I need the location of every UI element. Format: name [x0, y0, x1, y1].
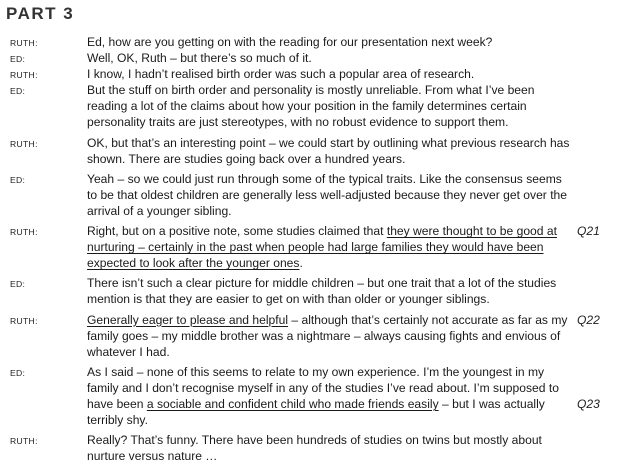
dialogue-segment: Really? That’s funny. There have been hundreds of studies on twins but mostly about nurture versus nature …: [87, 433, 542, 464]
dialogue-text: [87, 172, 567, 218]
speaker-label: RUTH:: [10, 436, 38, 447]
answer-underline: a sociable and confident child who made friends easily: [146, 396, 439, 411]
dialogue-segment: But the stuff on birth order and personality is mostly unreliable. From what I’ve been reading a lot of the claims about how your position in the family determines certain personality traits are just stereotypes, with no robust evidence to support them.: [87, 83, 535, 130]
speaker-label: ED:: [10, 367, 26, 378]
dialogue-text: [87, 83, 534, 129]
transcript-line: [0, 275, 624, 307]
speaker-label: RUTH:: [10, 227, 38, 238]
transcript-line: [0, 223, 624, 271]
dialogue-text: [87, 224, 557, 270]
speaker-label: RUTH:: [10, 38, 38, 48]
speaker-label: ED:: [10, 54, 26, 65]
dialogue-segment: Ed, how are you getting on with the reading for our presentation next week?: [87, 35, 493, 49]
dialogue-text: [87, 365, 559, 427]
transcript-line: [0, 432, 624, 464]
dialogue-text: [87, 313, 567, 359]
dialogue-segment: As I said – none of this seems to relate to my own experience. I’m the youngest in my family and I don’t recognise myself in any of the studies I’ve read about. I’m supposed to have been: [87, 364, 559, 411]
transcript-line: [0, 50, 624, 66]
transcript-line: [0, 364, 624, 428]
speaker-label: RUTH:: [10, 315, 38, 326]
dialogue-segment: OK, but that’s an interesting point – we could start by outlining what previous research has shown. There are studies going back over a hundred years.: [87, 135, 570, 166]
transcript-line: [0, 82, 624, 130]
transcript-line: [0, 171, 624, 219]
dialogue-segment: .: [299, 256, 303, 271]
dialogue-text: [87, 433, 542, 463]
dialogue-segment: Well, OK, Ruth – but there’s so much of it.: [87, 51, 312, 66]
speaker-label: ED:: [10, 279, 26, 290]
question-number: Q22: [577, 312, 600, 327]
page-title: PART 3: [6, 4, 75, 23]
speaker-label: RUTH:: [10, 70, 38, 81]
dialogue-segment: Yeah – so we could just run through some of the typical traits. Like the consensus seems to be that oldest children are generally less well-adjusted because they never get over the arrival of a younger sibling.: [87, 171, 568, 218]
dialogue-text: [87, 35, 492, 49]
question-number: Q23: [577, 396, 600, 411]
answer-underline: they were thought to be good at nurturing – certainly in the past when people had large families they would have been expected to look after the younger ones: [87, 224, 557, 271]
answer-underline: Generally eager to please and helpful: [87, 312, 289, 327]
dialogue-segment: – but I was actually terribly shy.: [87, 396, 545, 428]
question-number: Q21: [577, 224, 600, 239]
speaker-label: ED:: [10, 86, 26, 97]
transcript-line: [0, 312, 624, 360]
dialogue-segment: Right, but on a positive note, some studies claimed that: [87, 224, 387, 239]
transcript: [0, 34, 624, 464]
dialogue-segment: – although that’s certainly not accurate as far as my family goes – my middle brother was a nightmare – always causing fights and envious of whatever I had.: [87, 312, 568, 359]
dialogue-text: [87, 276, 556, 306]
dialogue-segment: There isn’t such a clear picture for middle children – but one trait that a lot of the studies mention is that they are easier to get on with than older or younger siblings.: [87, 276, 557, 307]
dialogue-segment: I know, I hadn’t realised birth order was such a popular area of research.: [87, 67, 475, 82]
speaker-label: RUTH:: [10, 138, 38, 149]
dialogue-text: [87, 51, 312, 65]
dialogue-text: [87, 67, 474, 81]
transcript-line: [0, 135, 624, 167]
transcript-line: [0, 66, 624, 82]
dialogue-text: [87, 136, 569, 166]
speaker-label: ED:: [10, 174, 26, 185]
transcript-line: [0, 34, 624, 50]
